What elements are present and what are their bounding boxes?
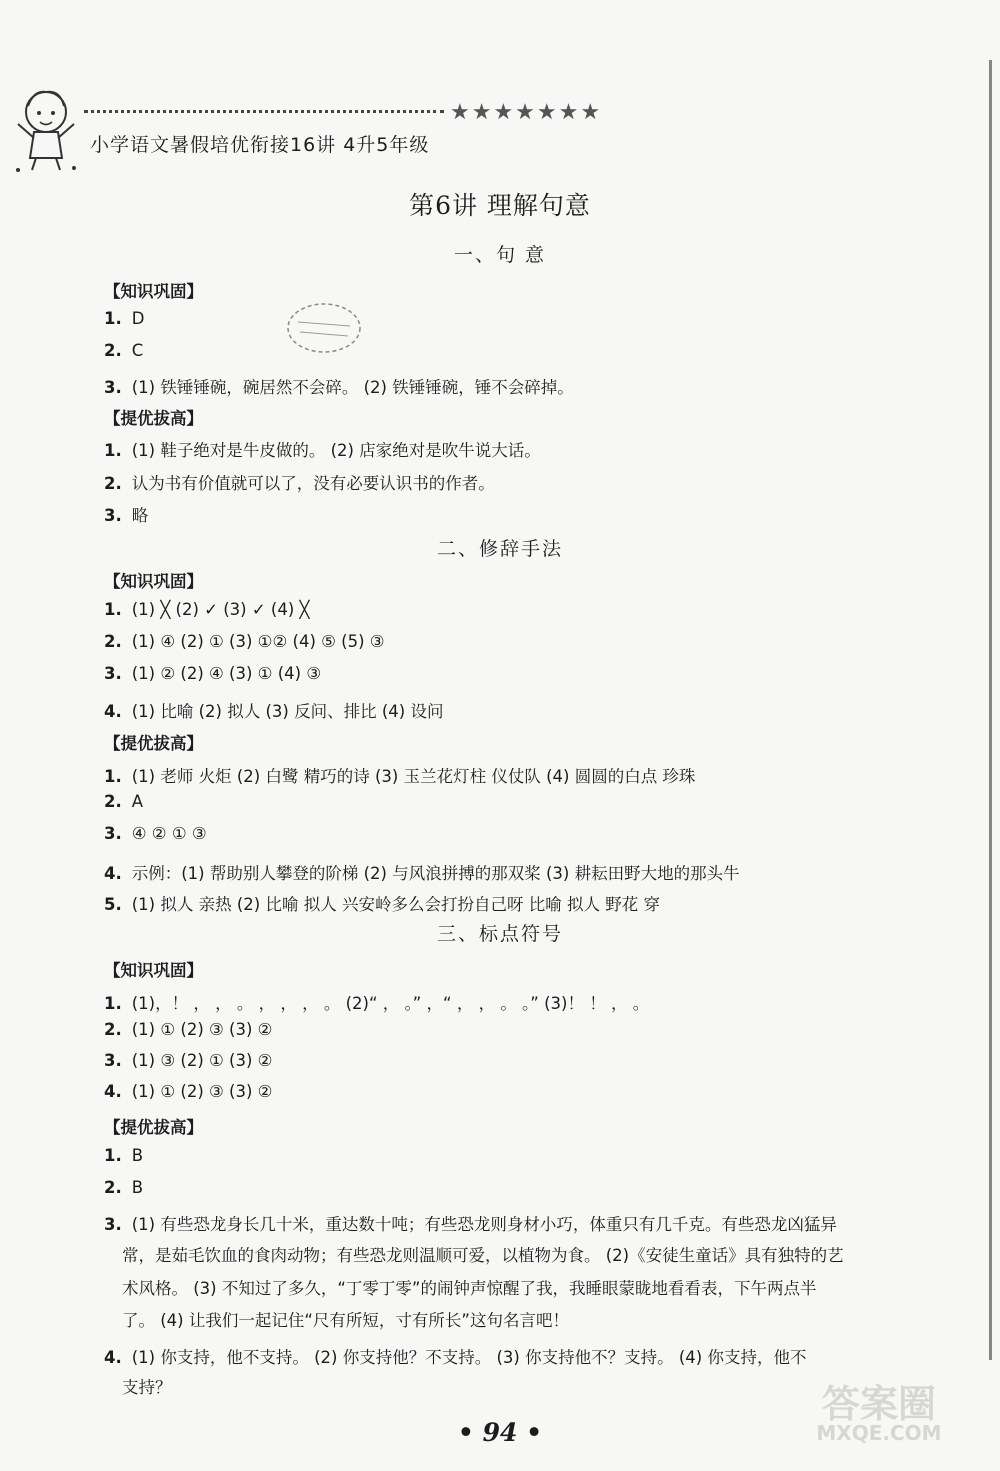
lecture-title: 第6讲 理解句意	[409, 191, 591, 220]
heading-consolidate: 【知识巩固】	[104, 572, 203, 591]
s3-t3-line2: 常，是茹毛饮血的食肉动物；有些恐龙则温顺可爱，以植物为食。 (2)《安徒生童话》具有独特的艺	[122, 1246, 844, 1265]
s1-k1: 1. D	[104, 309, 145, 328]
s3-k1: 1. (1)，！ ， ， 。 ， ， ， 。 (2)“ ， 。” ，“ ， ， 。 。” (3)！ ！ ， 。	[104, 994, 650, 1013]
page-number: • 94 •	[457, 1418, 543, 1447]
s3-t3-line1: 3. (1) 有些恐龙身长几十米，重达数十吨；有些恐龙则身材小巧，体重只有几千克。有些恐龙凶猛异	[104, 1215, 837, 1234]
s3-t4-line2: 支持？	[122, 1378, 172, 1397]
header-dotted-line	[84, 110, 444, 113]
s2-k1: 1. (1) ╳ (2) ✓ (3) ✓ (4) ╳	[104, 600, 310, 619]
s3-t2: 2. B	[104, 1178, 144, 1197]
heading-improve: 【提优拔高】	[104, 1118, 203, 1137]
heading-improve: 【提优拔高】	[104, 409, 203, 428]
s3-k2: 2. (1) ① (2) ③ (3) ②	[104, 1020, 273, 1039]
s3-t3-line3: 术风格。 (3) 不知过了多久，“丁零丁零”的闹钟声惊醒了我，我睡眼蒙眬地看看表，下午两点半	[122, 1279, 817, 1298]
section-title-punctuation: 三、标点符号	[436, 923, 563, 945]
s1-t2: 2. 认为书有价值就可以了，没有必要认识书的作者。	[104, 474, 495, 493]
s2-t4: 4. 示例：(1) 帮助别人攀登的阶梯 (2) 与风浪拼搏的那双桨 (3) 耕耘田野大地的那头牛	[104, 864, 740, 883]
s3-k4: 4. (1) ① (2) ③ (3) ②	[104, 1082, 273, 1101]
stamp-mark-icon	[284, 298, 364, 358]
s3-t3-line4: 了。 (4) 让我们一起记住“尺有所短，寸有所长”这句名言吧！	[122, 1311, 569, 1330]
s1-t1: 1. (1) 鞋子绝对是牛皮做的。 (2) 店家绝对是吹牛说大话。	[104, 441, 541, 460]
s2-t5: 5. (1) 拟人 亲热 (2) 比喻 拟人 兴安岭多么会打扮自己呀 比喻 拟人 野花 穿	[104, 895, 660, 914]
s2-t1: 1. (1) 老师 火炬 (2) 白鹭 精巧的诗 (3) 玉兰花灯柱 仪仗队 (4) 圆圆的白点 珍珠	[104, 767, 696, 786]
heading-improve: 【提优拔高】	[104, 734, 203, 753]
s2-k2: 2. (1) ④ (2) ① (3) ①② (4) ⑤ (5) ③	[104, 632, 385, 651]
heading-consolidate: 【知识巩固】	[104, 282, 203, 301]
heading-consolidate: 【知识巩固】	[104, 961, 203, 980]
s1-t3: 3. 略	[104, 506, 149, 525]
s3-t4-line1: 4. (1) 你支持，他不支持。 (2) 你支持他？不支持。 (3) 你支持他不？支持。 (4) 你支持，他不	[104, 1348, 807, 1367]
s1-k3: 3. (1) 铁锤锤碗，碗居然不会碎。 (2) 铁锤锤碗，锤不会碎掉。	[104, 378, 574, 397]
header-stars: ★★★★★★★	[450, 100, 603, 125]
section-title-rhetoric: 二、修辞手法	[436, 538, 563, 560]
book-title: 小学语文暑假培优衔接16讲 4升5年级	[90, 134, 430, 156]
s2-k3: 3. (1) ② (2) ④ (3) ① (4) ③	[104, 664, 322, 683]
section-title-sentence-meaning: 一、句 意	[453, 244, 547, 266]
s3-k3: 3. (1) ③ (2) ① (3) ②	[104, 1051, 273, 1070]
watermark-logo: 答案圈 MXQE.COM	[816, 1382, 942, 1445]
child-mascot-icon	[10, 82, 82, 174]
s3-t1: 1. B	[104, 1146, 144, 1165]
s2-k4: 4. (1) 比喻 (2) 拟人 (3) 反问、排比 (4) 设问	[104, 702, 444, 721]
s1-k2: 2. C	[104, 341, 144, 360]
s2-t3: 3. ④ ② ① ③	[104, 824, 207, 843]
s2-t2: 2. A	[104, 792, 144, 811]
